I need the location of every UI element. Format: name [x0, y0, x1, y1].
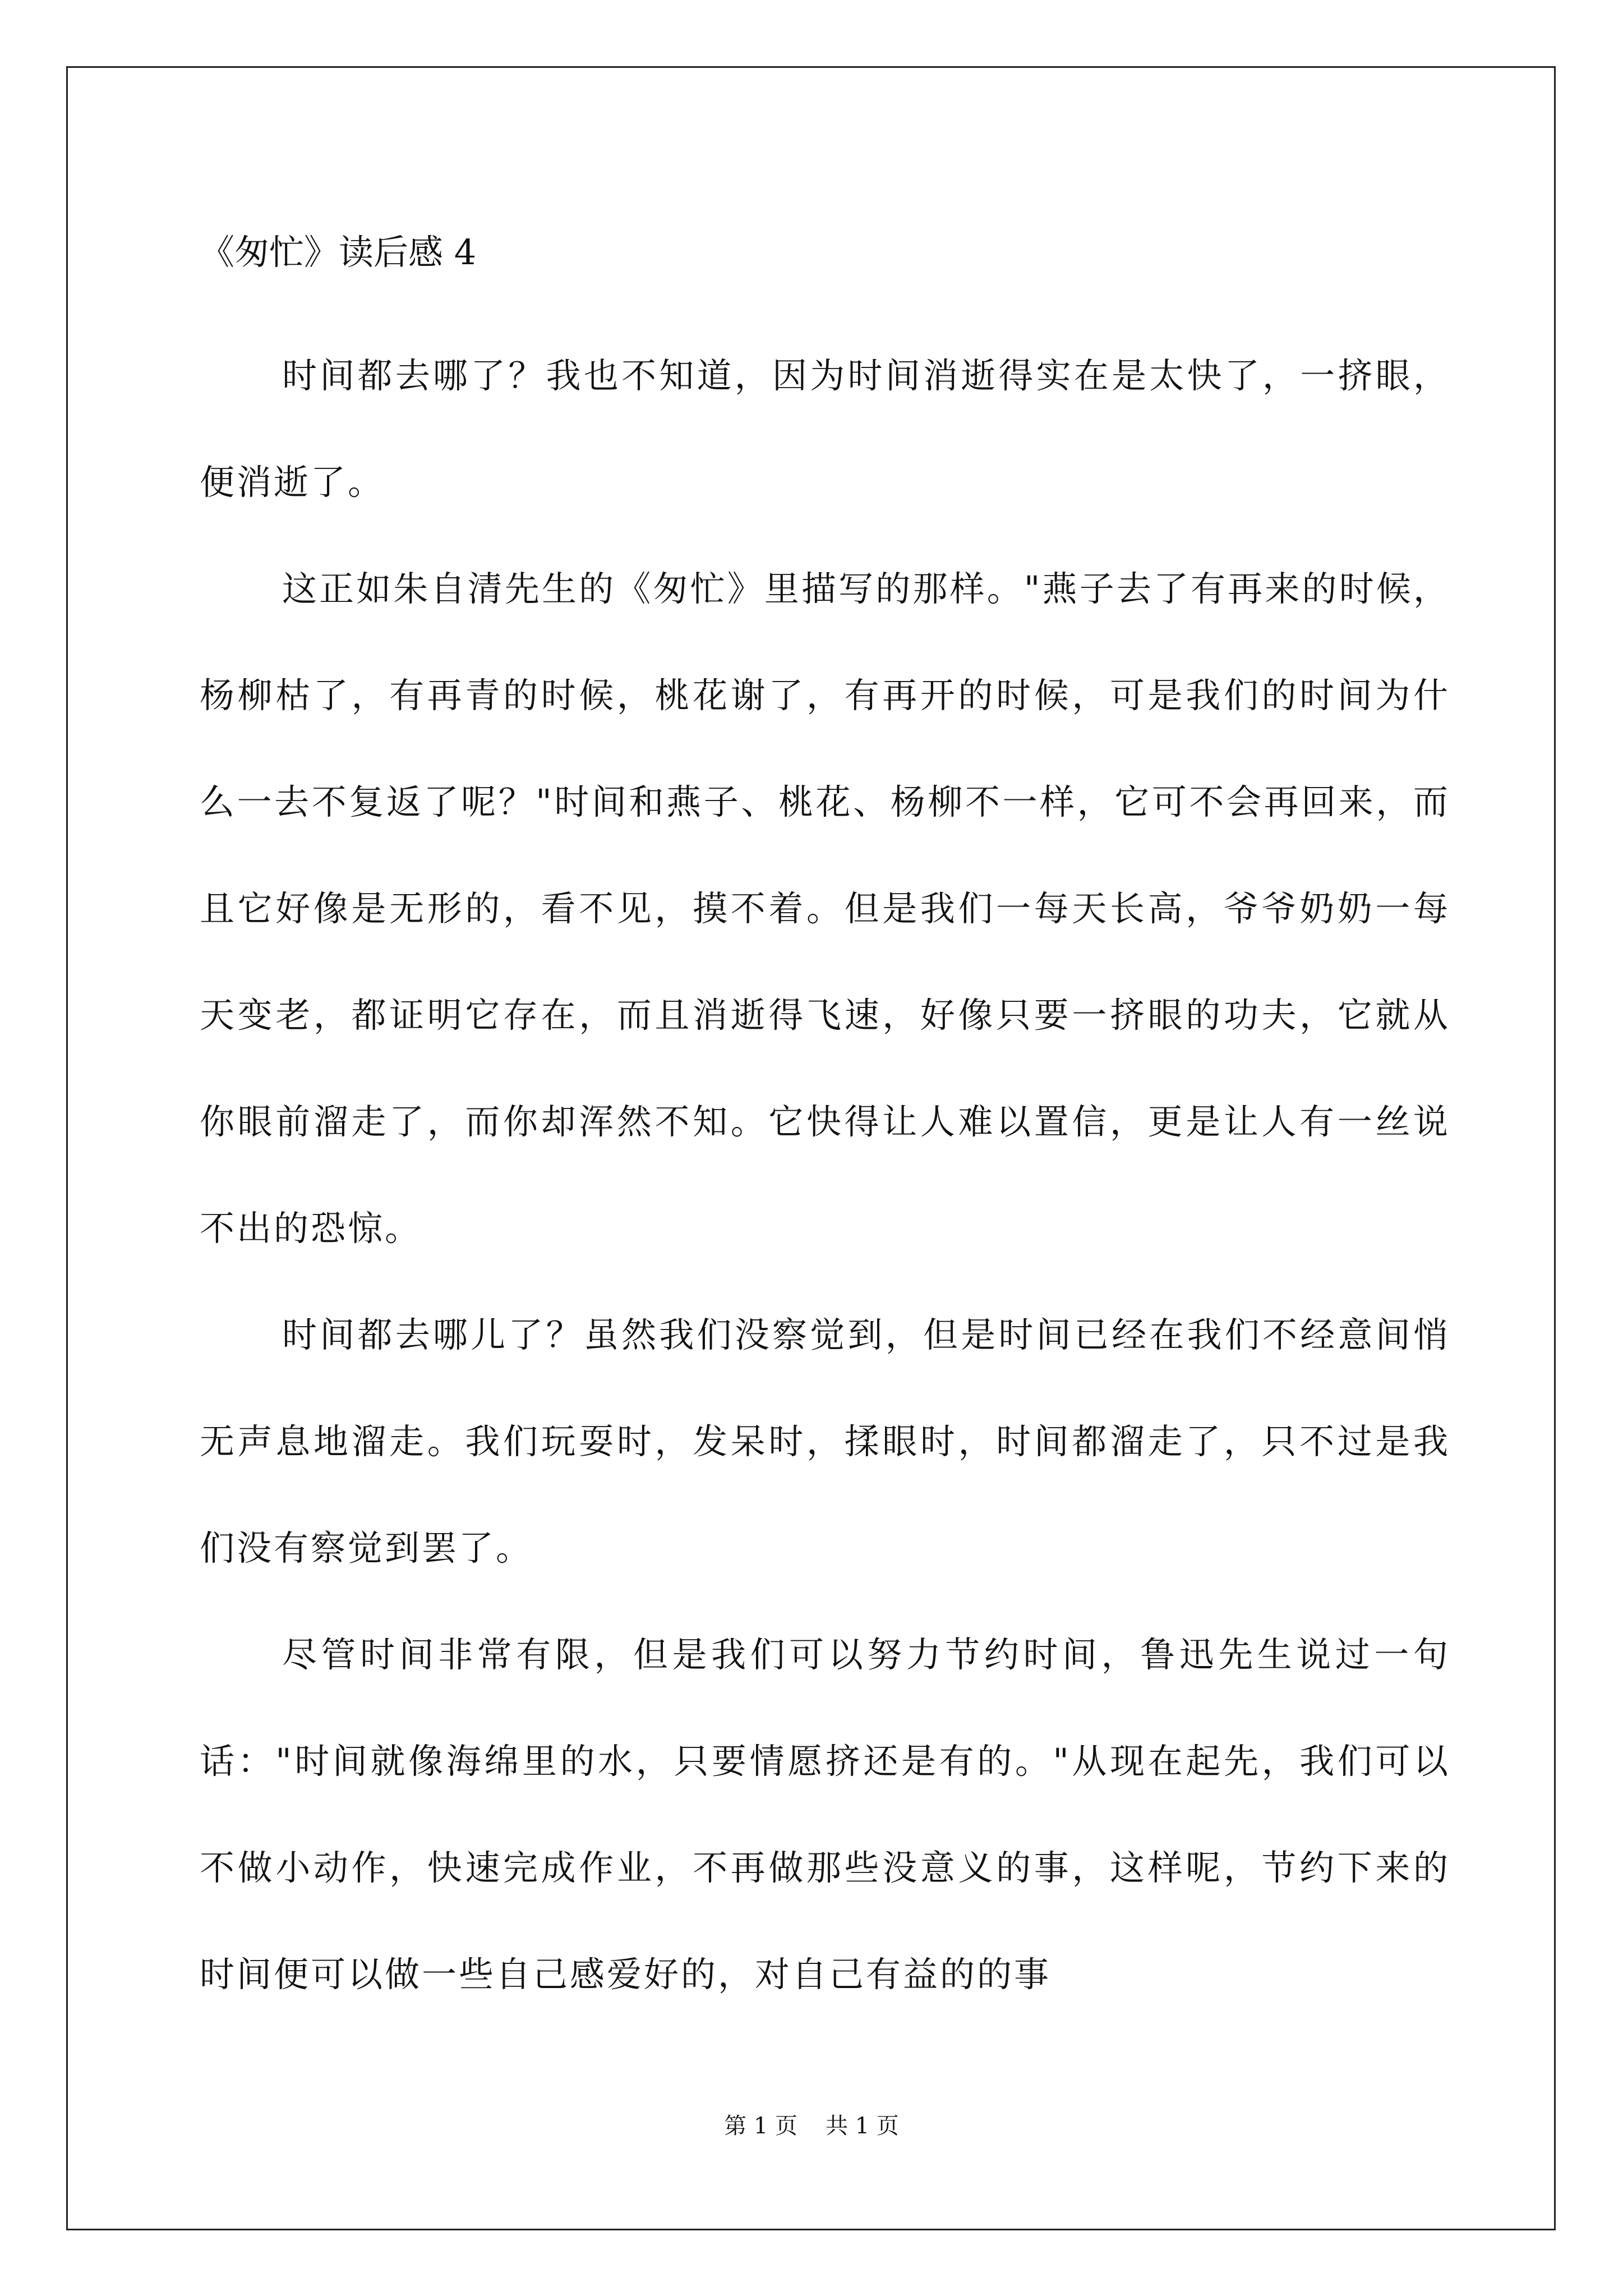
document-title: 《匆忙》读后感 4: [200, 232, 477, 273]
document-body: [200, 222, 1450, 2028]
paragraph-2: 这正如朱自清先生的《匆忙》里描写的那样。"燕子去了有再来的时候，杨柳枯了，有再青的时候，桃花谢了，有再开的时候，可是我们的时间为什么一去不复返了呢？"时间和燕子、桃花、杨柳不一样，它可不会再回来，而且它好像是无形的，看不见，摸不着。但是我们一每天长高，爷爷奶奶一每天变老，都证明它存在，而且消逝得飞速，好像只要一挤眼的功夫，它就从你眼前溜走了，而你却浑然不知。它快得让人难以置信，更是让人有一丝说不出的恐惊。: [200, 568, 1450, 1249]
paragraph-1: 时间都去哪了？我也不知道，因为时间消逝得实在是太快了，一挤眼，便消逝了。: [200, 355, 1450, 503]
paragraph-4: 尽管时间非常有限，但是我们可以努力节约时间，鲁迅先生说过一句话："时间就像海绵里的水，只要情愿挤还是有的。"从现在起先，我们可以不做小动作，快速完成作业，不再做那些没意义的事，这样呢，节约下来的时间便可以做一些自己感爱好的，对自己有益的的事: [200, 1634, 1450, 1995]
page-total: 共 1 页: [826, 2113, 899, 2139]
page-number: 第 1 页: [724, 2113, 797, 2139]
paragraph-3: 时间都去哪儿了？虽然我们没察觉到，但是时间已经在我们不经意间悄无声息地溜走。我们玩耍时，发呆时，揉眼时，时间都溜走了，只不过是我们没有察觉到罢了。: [200, 1314, 1450, 1568]
page-footer: [0, 2112, 1623, 2140]
